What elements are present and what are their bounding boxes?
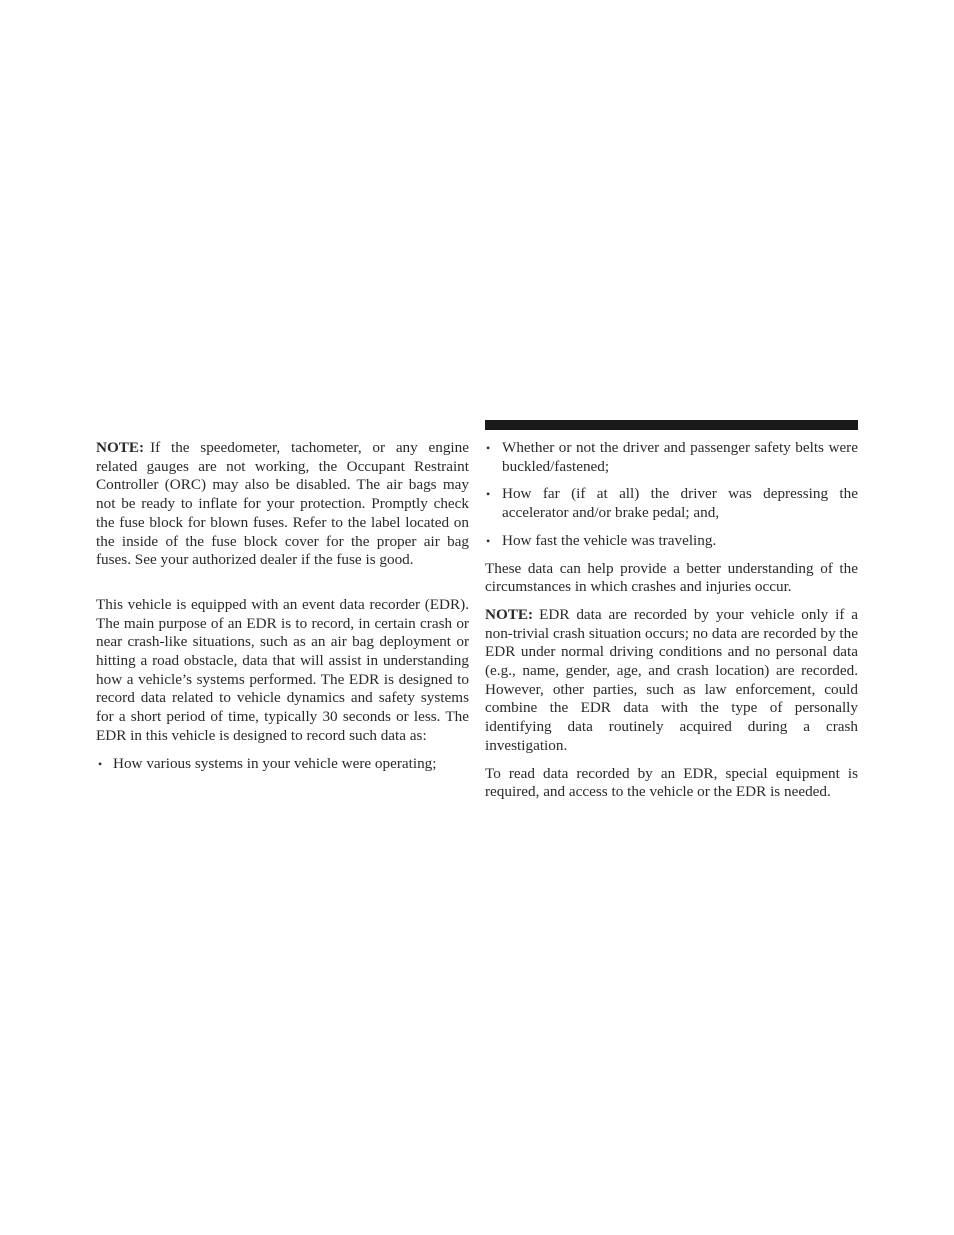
section-header-bar (485, 420, 858, 430)
note-label: NOTE: (485, 605, 534, 623)
note-text: EDR data are recorded by your vehicle only if a non-trivial crash situation occurs; no data are recorded by the EDR under normal driving conditions and no personal data (e.g., name, gender, age, and crash location) are recorded. However, other parties, such as law enforcement, could combine the EDR data with the type of personally identifying data routinely acquired during a crash investigation. (485, 605, 858, 754)
understanding-paragraph: These data can help provide a better understanding of the circumstances in which crashes and injuries occur. (485, 559, 858, 596)
bullet-icon: • (98, 756, 103, 771)
bullet-icon: • (486, 487, 491, 502)
bullet-icon: • (486, 441, 491, 455)
edr-data-note (485, 606, 858, 756)
read-data-paragraph: To read data recorded by an EDR, special equipment is required, and access to the vehicle or the EDR is needed. (485, 764, 858, 801)
list-item: • How fast the vehicle was traveling. (486, 531, 717, 549)
bullet-icon: • (486, 533, 491, 548)
left-column (96, 439, 469, 773)
edr-intro-paragraph: This vehicle is equipped with an event data recorder (EDR). The main purpose of an EDR is to record, in certain crash or near crash-like situations, such as an air bag deployment or hitting a road obstacle, data that will assist in understanding how a vehicle’s systems performed. The EDR is designed to record data related to vehicle dynamics and safety systems for a short period of time, typically 30 seconds or less. The EDR in this vehicle is designed to record such data as: (96, 595, 469, 744)
note-text: If the speedometer, tachometer, or any engine related gauges are not working, the Occupant Restraint Controller (ORC) may also be disabled. The air bags may not be ready to inflate for your protection. Promptly check the fuse block for blown fuses. Refer to the label located on the inside of the fuse block cover for the proper air bag fuses. See your authorized dealer if the fuse is good. (96, 439, 469, 569)
ignition-gauge-note (96, 439, 469, 570)
list-item: • Whether or not the driver and passenger safety belts were buckled/fastened; (486, 439, 858, 475)
note-label: NOTE: (96, 439, 145, 456)
list-item: • How far (if at all) the driver was depressing the accelerator and/or brake pedal; and, (486, 485, 858, 522)
list-item: • How various systems in your vehicle were operating; (98, 754, 437, 772)
right-column (485, 439, 858, 802)
